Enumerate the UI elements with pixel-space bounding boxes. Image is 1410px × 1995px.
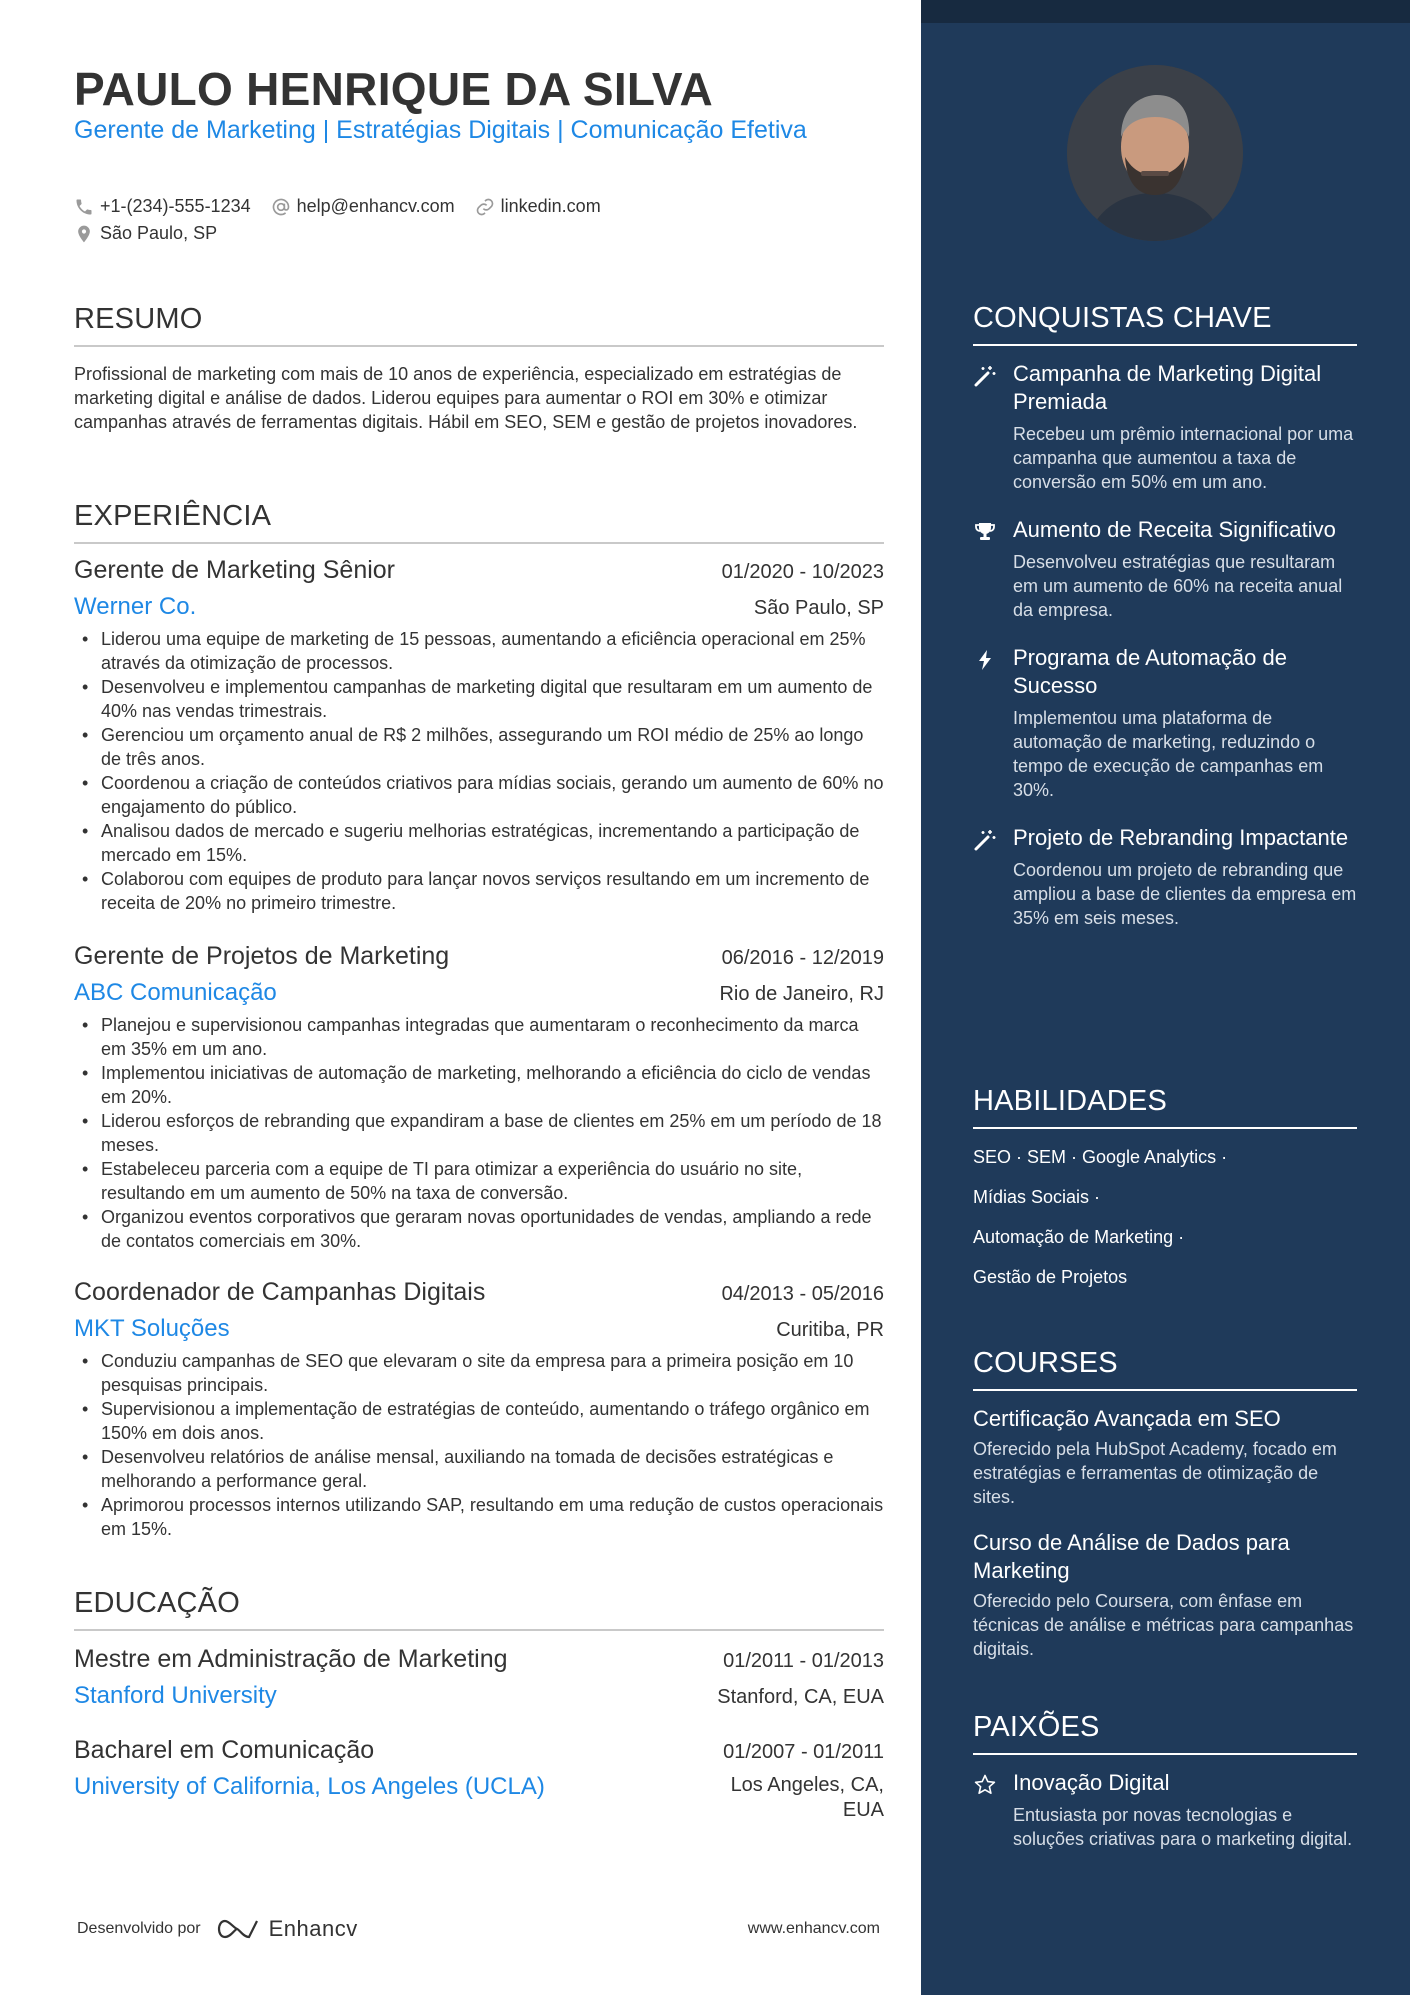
sidebar <box>921 0 1410 1995</box>
summary-heading: RESUMO <box>74 303 884 347</box>
skills-section <box>973 1085 1357 1305</box>
linkedin-text: linkedin.com <box>500 196 601 216</box>
job-entry <box>74 942 884 1253</box>
achievements-heading: CONQUISTAS CHAVE <box>973 302 1357 346</box>
location-line <box>74 223 237 244</box>
enhancv-logo-icon <box>213 1917 261 1941</box>
courses-section <box>973 1347 1357 1681</box>
education-entry <box>74 1736 884 1823</box>
achievement-item <box>973 516 1357 622</box>
experience-heading: EXPERIÊNCIA <box>74 500 884 544</box>
passion-desc: Entusiasta por novas tecnologias e soluções criativas para o marketing digital. <box>1013 1805 1353 1849</box>
course-title: Certificação Avançada em SEO <box>973 1406 1281 1431</box>
job-entry <box>74 1278 884 1541</box>
summary-text: Profissional de marketing com mais de 10 anos de experiência, especializado em estratégias de marketing digital e análise de dados. Liderou equipes para aumentar o ROI em 30% e otimizar campanhas através de ferramentas digitais. Hábil em SEO, SEM e gestão de projetos inovadores. <box>74 364 858 432</box>
job-dates: 01/2020 - 10/2023 <box>721 561 884 583</box>
passion-title: Inovação Digital <box>1013 1770 1170 1795</box>
job-location: Rio de Janeiro, RJ <box>719 983 884 1005</box>
contact-line <box>74 196 621 217</box>
bullet-item: • Supervisionou a implementação de estratégias de conteúdo, aumentando o tráfego orgânico em 150% em dois anos. <box>74 1397 884 1445</box>
bullet-item: • Organizou eventos corporativos que geraram novas oportunidades de vendas, ampliando a rede de contatos comerciais em 30%. <box>74 1205 884 1253</box>
bullet-item: • Liderou esforços de rebranding que expandiram a base de clientes em 25% em um período de 18 meses. <box>74 1109 884 1157</box>
passions-heading: PAIXÕES <box>973 1711 1357 1755</box>
skills-heading: HABILIDADES <box>973 1085 1357 1129</box>
location-text: São Paulo, SP <box>100 223 218 243</box>
company-name: Werner Co. <box>74 593 197 620</box>
degree-title: Mestre em Administração de Marketing <box>74 1645 508 1673</box>
bullet-item: • Planejou e supervisionou campanhas integradas que aumentaram o reconhecimento da marca em 35% em um ano. <box>74 1013 884 1061</box>
footer <box>77 1916 880 1942</box>
education-entry <box>74 1645 884 1710</box>
link-icon <box>475 197 495 217</box>
location-contact <box>74 223 217 244</box>
achievement-item <box>973 644 1357 802</box>
job-bullets <box>74 1349 884 1541</box>
courses-heading: COURSES <box>973 1347 1357 1391</box>
school-name: Stanford University <box>74 1682 277 1709</box>
course-desc: Oferecido pelo Coursera, com ênfase em técnicas de análise e métricas para campanhas digitais. <box>973 1591 1354 1659</box>
skill-line: SEO · SEM · Google Analytics · <box>973 1147 1228 1167</box>
school-location-line: Los Angeles, CA, <box>730 1774 884 1796</box>
brand-name: Enhancv <box>268 1916 358 1941</box>
footer-brand <box>77 1916 358 1942</box>
skill-line: Automação de Marketing · <box>973 1227 1185 1247</box>
bullet-item: • Aprimorou processos internos utilizando SAP, resultando em uma redução de custos operacionais em 15%. <box>74 1493 884 1541</box>
course-desc: Oferecido pela HubSpot Academy, focado em estratégias e ferramentas de otimização de sites. <box>973 1439 1337 1507</box>
sidebar-top-band <box>921 0 1410 23</box>
job-title: Coordenador de Campanhas Digitais <box>74 1278 486 1306</box>
headline: Gerente de Marketing | Estratégias Digitais | Comunicação Efetiva <box>74 116 807 144</box>
profile-photo <box>1067 65 1243 241</box>
course-item <box>973 1529 1357 1661</box>
school-name: University of California, Los Angeles (UCLA) <box>74 1773 545 1800</box>
bullet-item: • Estabeleceu parceria com a equipe de TI para otimizar a experiência do usuário no site, resultando em um aumento de 50% na taxa de conversão. <box>74 1157 884 1205</box>
built-by-text: Desenvolvido por <box>77 1920 201 1937</box>
achievement-title: Projeto de Rebranding Impactante <box>1013 825 1349 850</box>
job-bullets <box>74 1013 884 1253</box>
passions-section <box>973 1711 1357 1873</box>
achievement-desc: Implementou uma plataforma de automação de marketing, reduzindo o tempo de execução de campanhas em 30%. <box>1013 708 1324 800</box>
job-entry <box>74 556 884 915</box>
bullet-item: • Gerenciou um orçamento anual de R$ 2 milhões, assegurando um ROI médio de 25% ao longo de três anos. <box>74 723 884 771</box>
degree-title: Bacharel em Comunicação <box>74 1736 375 1764</box>
job-location: São Paulo, SP <box>753 597 884 619</box>
phone-text: +1-(234)-555-1234 <box>100 196 251 216</box>
phone-contact[interactable] <box>74 196 251 217</box>
school-location <box>731 1773 884 1823</box>
job-title: Gerente de Projetos de Marketing <box>74 942 450 970</box>
bullet-item: • Conduziu campanhas de SEO que elevaram o site da empresa para a primeira posição em 10 pesquisas principais. <box>74 1349 884 1397</box>
job-bullets <box>74 627 884 915</box>
job-location: Curitiba, PR <box>776 1319 884 1341</box>
achievement-title: Aumento de Receita Significativo <box>1013 517 1336 542</box>
company-name: MKT Soluções <box>74 1315 230 1342</box>
achievement-desc: Desenvolveu estratégias que resultaram em um aumento de 60% na receita anual da empresa. <box>1013 552 1343 620</box>
bullet-item: • Desenvolveu relatórios de análise mensal, auxiliando na tomada de decisões estratégicas e melhorando a performance geral. <box>74 1445 884 1493</box>
email-contact[interactable] <box>271 196 455 217</box>
lightning-icon <box>973 648 997 672</box>
bullet-item: • Desenvolveu e implementou campanhas de marketing digital que resultaram em um aumento de 40% nas vendas trimestrais. <box>74 675 884 723</box>
education-dates: 01/2007 - 01/2011 <box>723 1741 884 1763</box>
achievement-item <box>973 360 1357 494</box>
at-icon <box>271 197 291 217</box>
achievement-item <box>973 824 1357 930</box>
company-name: ABC Comunicação <box>74 979 277 1006</box>
achievement-desc: Coordenou um projeto de rebranding que ampliou a base de clientes da empresa em 35% em seis meses. <box>1013 860 1357 928</box>
trophy-icon <box>973 520 997 544</box>
job-dates: 04/2013 - 05/2016 <box>721 1283 884 1305</box>
achievements-section <box>973 302 1357 952</box>
bullet-item: • Liderou uma equipe de marketing de 15 pessoas, aumentando a eficiência operacional em 25% através da otimização de processos. <box>74 627 884 675</box>
education-dates: 01/2011 - 01/2013 <box>723 1650 884 1672</box>
bullet-item: • Colaborou com equipes de produto para lançar novos serviços resultando em um incremento de receita de 20% no primeiro trimestre. <box>74 867 884 915</box>
bullet-item: • Analisou dados de mercado e sugeriu melhorias estratégicas, incrementando a participação de mercado em 15%. <box>74 819 884 867</box>
phone-icon <box>74 197 94 217</box>
job-dates: 06/2016 - 12/2019 <box>721 947 884 969</box>
email-text: help@enhancv.com <box>296 196 455 216</box>
location-pin-icon <box>74 224 94 244</box>
passion-item <box>973 1769 1357 1851</box>
school-location: Stanford, CA, EUA <box>717 1686 884 1708</box>
bullet-item: • Implementou iniciativas de automação de marketing, melhorando a eficiência do ciclo de vendas em 20%. <box>74 1061 884 1109</box>
avatar-icon <box>1067 65 1243 241</box>
achievement-title: Campanha de Marketing Digital Premiada <box>1013 361 1322 414</box>
school-location-line: EUA <box>842 1799 884 1821</box>
magic-wand-icon <box>973 828 997 852</box>
course-item <box>973 1405 1357 1509</box>
skill-line: Mídias Sociais · <box>973 1187 1101 1207</box>
course-title: Curso de Análise de Dados para Marketing <box>973 1530 1290 1583</box>
skill-line: Gestão de Projetos <box>973 1267 1128 1287</box>
achievement-desc: Recebeu um prêmio internacional por uma campanha que aumentou a taxa de conversão em 50% em um ano. <box>1013 424 1354 492</box>
star-icon <box>973 1773 997 1797</box>
education-heading: EDUCAÇÃO <box>74 1587 884 1631</box>
magic-wand-icon <box>973 364 997 388</box>
job-title: Gerente de Marketing Sênior <box>74 556 396 584</box>
achievement-title: Programa de Automação de Sucesso <box>1013 645 1287 698</box>
linkedin-contact[interactable] <box>475 196 601 217</box>
website-link[interactable]: www.enhancv.com <box>747 1920 880 1937</box>
bullet-item: • Coordenou a criação de conteúdos criativos para mídias sociais, gerando um aumento de 60% no engajamento do público. <box>74 771 884 819</box>
candidate-name: PAULO HENRIQUE DA SILVA <box>74 63 713 115</box>
